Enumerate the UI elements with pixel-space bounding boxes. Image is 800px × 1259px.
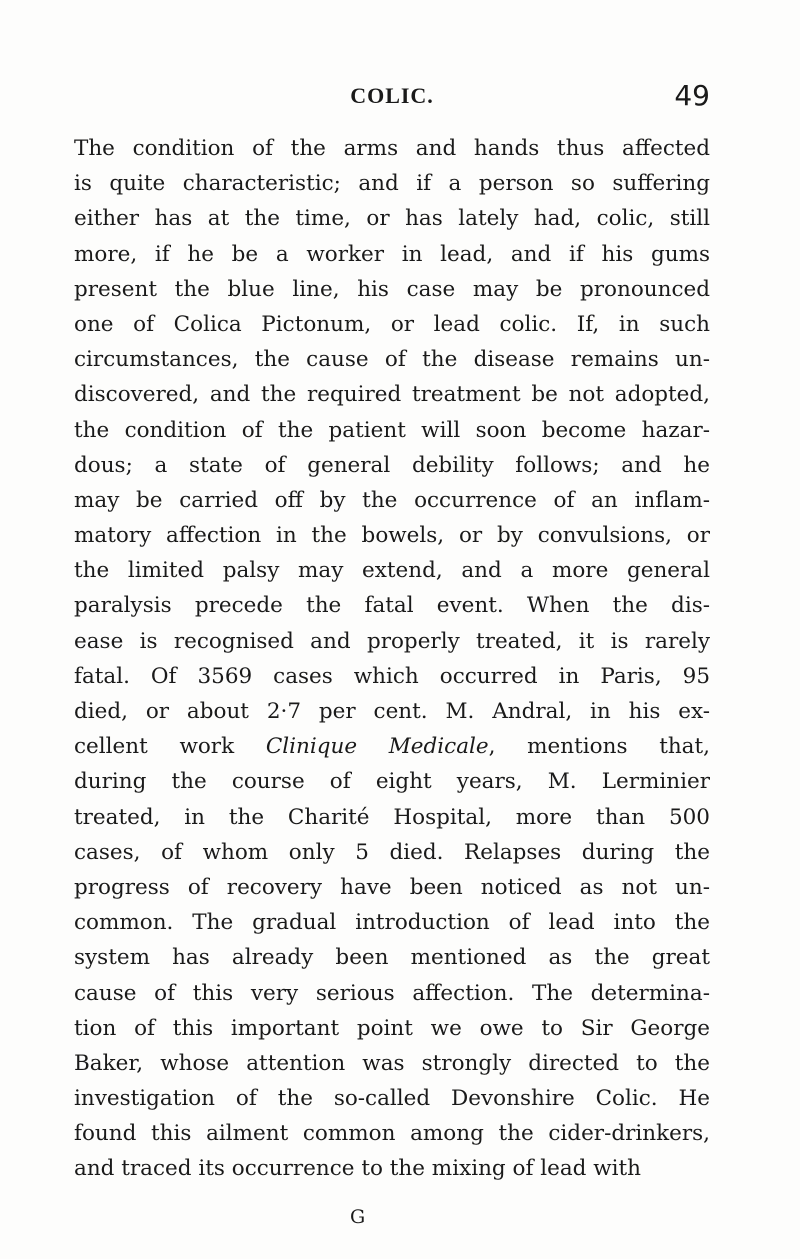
text-line: died, or about 2·7 per cent. M. Andral, in his ex-	[74, 699, 710, 724]
text-line: cause of this very serious affection. The determina-	[74, 980, 710, 1006]
text-line: Baker, whose attention was strongly directed to the	[74, 1050, 710, 1076]
text-line: during the course of eight years, M. Lerminier	[74, 769, 710, 795]
text-line: ease is recognised and properly treated, it is rarely	[74, 628, 710, 654]
text-line: tion of this important point we owe to Sir George	[74, 1015, 710, 1041]
body-paragraph	[74, 131, 710, 1187]
text-line: investigation of the so-called Devonshire Colic. He	[74, 1086, 710, 1112]
text-line: more, if he be a worker in lead, and if his gums	[74, 241, 710, 267]
text-line: matory affection in the bowels, or by convulsions, or	[74, 523, 710, 549]
text-line: cellent work Clinique Medicale, mentions that,	[74, 734, 710, 760]
text-line: The condition of the arms and hands thus affected	[74, 136, 710, 161]
text-line: treated, in the Charité Hospital, more than 500	[74, 804, 710, 830]
text-line: progress of recovery have been noticed as not un-	[74, 874, 710, 900]
page-number: 49	[674, 79, 710, 112]
text-line: dous; a state of general debility follows; and he	[74, 452, 710, 478]
text-line: circumstances, the cause of the disease remains un-	[74, 347, 710, 373]
running-title: COLIC.	[350, 83, 434, 108]
running-head	[74, 78, 710, 114]
text-line: discovered, and the required treatment be not adopted,	[74, 382, 710, 408]
text-line: may be carried off by the occurrence of an inflam-	[74, 487, 710, 513]
text-line: common. The gradual introduction of lead into the	[74, 910, 710, 936]
text-line: present the blue line, his case may be pronounced	[74, 276, 710, 302]
signature-mark: G	[350, 1206, 366, 1228]
text-line: system has already been mentioned as the great	[74, 945, 710, 971]
text-line: found this ailment common among the cider-drinkers,	[74, 1121, 710, 1147]
text-line: fatal. Of 3569 cases which occurred in Paris, 95	[74, 663, 710, 689]
text-line: and traced its occurrence to the mixing of lead with	[74, 1156, 642, 1182]
text-line: either has at the time, or has lately had, colic, still	[74, 206, 710, 232]
text-line: the limited palsy may extend, and a more general	[74, 558, 710, 584]
text-line: the condition of the patient will soon become hazar-	[74, 417, 710, 443]
text-line: cases, of whom only 5 died. Relapses during the	[74, 839, 710, 865]
book-title: Clinique Medicale	[265, 734, 489, 760]
text-line: is quite characteristic; and if a person so suffering	[74, 171, 710, 197]
text-line: one of Colica Pictonum, or lead colic. If, in such	[74, 311, 710, 337]
text-line: paralysis precede the fatal event. When the dis-	[74, 593, 710, 619]
